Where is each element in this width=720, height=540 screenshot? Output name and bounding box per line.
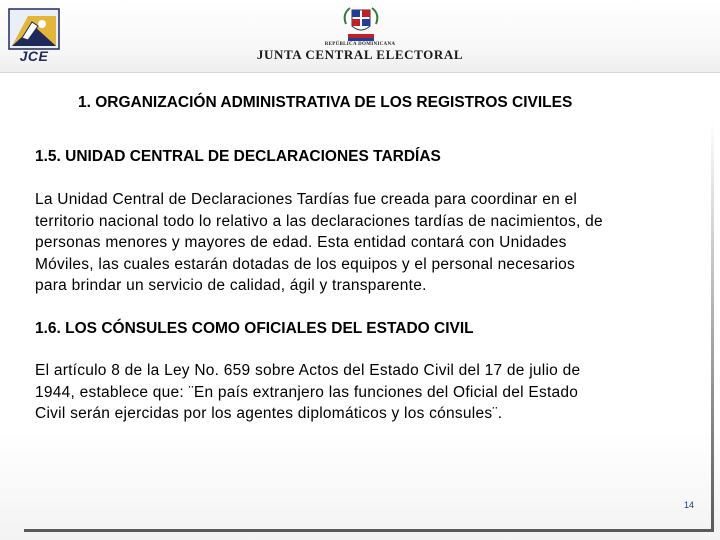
logo-text: JCE: [19, 48, 49, 64]
jce-logo-icon: [8, 8, 60, 50]
paragraph-line: El artículo 8 de la Ley No. 659 sobre Actos del Estado Civil del 17 de julio de: [35, 362, 581, 379]
jce-logo: [8, 8, 60, 64]
republic-label: REPÚBLICA DOMINICANA: [324, 42, 396, 47]
paragraph-line: Móviles, las cuales estarán dotadas de los equipos y el personal necesarios: [35, 255, 576, 273]
frame-border-right: [711, 120, 714, 532]
subsection-heading-1-6: 1.6. LOS CÓNSULES COMO OFICIALES DEL ESTADO CIVIL: [35, 320, 474, 337]
subsection-heading-1-5: 1.5. UNIDAD CENTRAL DE DECLARACIONES TARDÍAS: [35, 148, 441, 165]
frame-border-bottom: [24, 529, 714, 532]
paragraph-declaraciones-tardias: [35, 189, 685, 297]
page-number: 14: [683, 500, 694, 510]
paragraph-line: 1944, establece que: ¨En país extranjero las funciones del Oficial del Estado: [35, 383, 579, 401]
paragraph-line: territorio nacional todo lo relativo a las declaraciones tardías de nacimientos, de: [35, 212, 603, 230]
paragraph-line: para brindar un servicio de calidad, ágil y transparente.: [35, 277, 427, 294]
paragraph-line: Civil serán ejercidas por los agentes diplomáticos y los cónsules¨.: [35, 405, 503, 422]
header-banner: [0, 0, 720, 73]
coat-of-arms-icon: [340, 4, 382, 44]
paragraph-consules: [35, 360, 685, 425]
paragraph-line: personas menores y mayores de edad. Esta entidad contará con Unidades: [35, 234, 567, 251]
paragraph-line: La Unidad Central de Declaraciones Tardías fue creada para coordinar en el: [35, 191, 578, 208]
section-title: 1. ORGANIZACIÓN ADMINISTRATIVA DE LOS REGISTROS CIVILES: [78, 94, 573, 111]
institution-title: JUNTA CENTRAL ELECTORAL: [256, 47, 464, 62]
